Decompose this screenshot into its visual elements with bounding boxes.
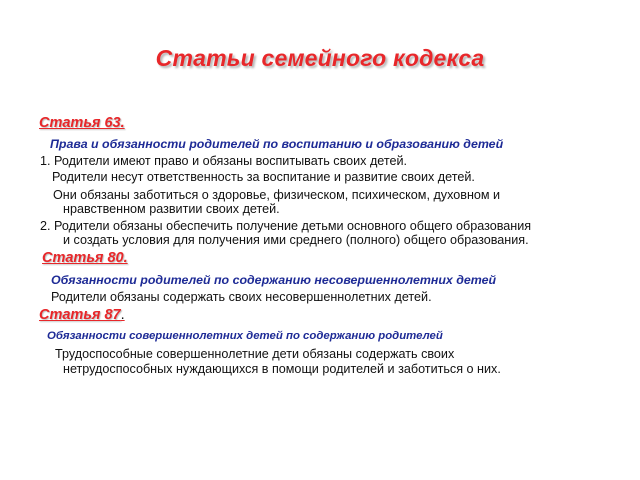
article-63-paragraph-4-line-2: и создать условия для получения ими среднего (полного) общего образования. bbox=[63, 233, 529, 247]
article-63-heading: Права и обязанности родителей по воспитанию и образованию детей bbox=[50, 137, 504, 151]
article-63-paragraph-3-line-1: Они обязаны заботиться о здоровье, физическом, психическом, духовном и bbox=[53, 188, 501, 202]
article-87-label bbox=[39, 308, 125, 322]
article-80-heading: Обязанности родителей по содержанию несовершеннолетних детей bbox=[51, 273, 497, 287]
article-87-label-text: Статья 87 bbox=[39, 307, 121, 323]
article-80-label: Статья 80. bbox=[42, 250, 128, 266]
article-87-label-dot: . bbox=[120, 307, 125, 323]
article-87-paragraph-1-line-1: Трудоспособные совершеннолетние дети обязаны содержать своих bbox=[55, 347, 455, 361]
article-63-label: Статья 63. bbox=[39, 115, 125, 131]
article-80-paragraph-1: Родители обязаны содержать своих несовершеннолетних детей. bbox=[51, 290, 432, 304]
page-title: Статьи семейного кодекса bbox=[155, 45, 485, 71]
article-87-heading: Обязанности совершеннолетних детей по содержанию родителей bbox=[47, 330, 443, 342]
article-63-paragraph-2: Родители несут ответственность за воспитание и развитие своих детей. bbox=[52, 170, 475, 184]
article-63-paragraph-4-line-1: 2. Родители обязаны обеспечить получение детьми основного общего образования bbox=[40, 219, 532, 233]
article-63-paragraph-1: 1. Родители имеют право и обязаны воспитывать своих детей. bbox=[40, 154, 408, 168]
article-87-paragraph-1-line-2: нетрудоспособных нуждающихся в помощи родителей и заботиться о них. bbox=[63, 362, 501, 376]
article-63-paragraph-3-line-2: нравственном развитии своих детей. bbox=[63, 202, 280, 216]
